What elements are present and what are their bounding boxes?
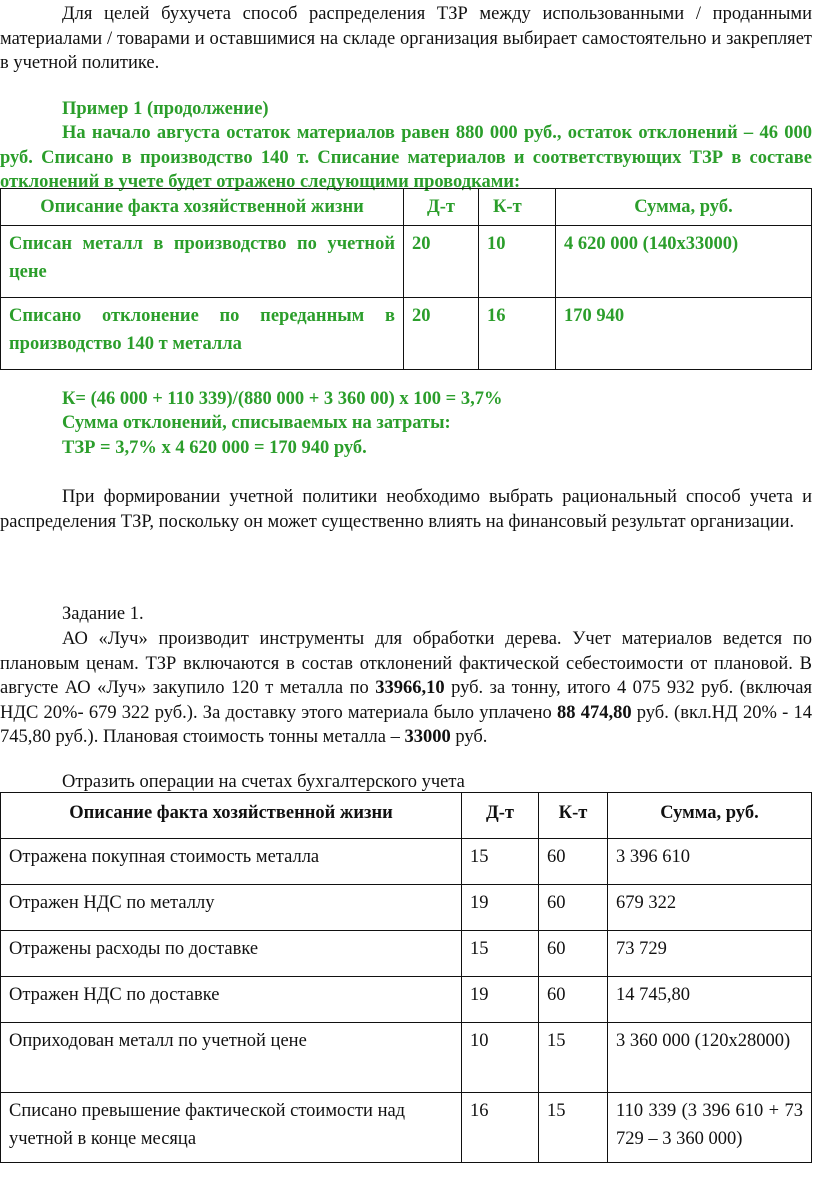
task-text-1: АО «Луч» производит инструменты для обработки дерева. Учет материалов ведется по плановым ценам. ТЗР включаются в состав отклонений фактической себестоимости от плановой. В августе АО «Луч» закупило 120 т металла по — [0, 629, 812, 698]
task-title: Задание 1. — [62, 604, 144, 624]
table-row — [1, 298, 812, 370]
table-cell: 14 745,80 — [608, 977, 812, 1023]
table-cell: Отражены расходы по доставке — [1, 931, 462, 977]
table-header: Д-т — [462, 793, 539, 839]
table-row — [1, 1023, 812, 1093]
table-row — [1, 931, 812, 977]
table-cell: Оприходован металл по учетной цене — [1, 1023, 462, 1093]
table-header: Сумма, руб. — [608, 793, 812, 839]
table-cell: 15 — [462, 839, 539, 885]
example-title: Пример 1 (продолжение) — [62, 99, 269, 119]
table-cell: 3 360 000 (120х28000) — [608, 1023, 812, 1093]
table-cell: 20 — [404, 226, 479, 298]
task-table — [0, 792, 812, 1163]
table-header: Д-т — [404, 189, 479, 226]
table-cell: Списано превышение фактической стоимости над учетной в конце месяца — [1, 1093, 462, 1163]
example-table — [0, 188, 812, 370]
table-row — [1, 1093, 812, 1163]
table-cell: Отражен НДС по доставке — [1, 977, 462, 1023]
table-cell: 60 — [539, 931, 608, 977]
table-cell: 170 940 — [556, 298, 812, 370]
table-cell: 15 — [539, 1093, 608, 1163]
table-header: Описание факта хозяйственной жизни — [1, 189, 404, 226]
task-text-3: руб. (вкл.НД 20% - 14 745,80 руб.). Плановая стоимость тонны металла – — [0, 702, 812, 747]
task-price: 33966,10 — [375, 678, 445, 698]
table-cell: 3 396 610 — [608, 839, 812, 885]
table-header-row — [1, 189, 812, 226]
table-cell: 110 339 (3 396 610 + 73 729 – 3 360 000) — [608, 1093, 812, 1163]
table-cell: 679 322 — [608, 885, 812, 931]
table-cell: 73 729 — [608, 931, 812, 977]
table-header: К-т — [539, 793, 608, 839]
task-plan-price: 33000 — [404, 727, 451, 747]
table-cell: 15 — [462, 931, 539, 977]
table-row — [1, 977, 812, 1023]
table-header: Описание факта хозяйственной жизни — [1, 793, 462, 839]
formula-caption: Сумма отклонений, списываемых на затраты: — [62, 413, 451, 433]
task-text-4: руб. — [450, 727, 488, 747]
task-instruction: Отразить операции на счетах бухгалтерского учета — [62, 772, 465, 792]
table-header: К-т — [479, 189, 556, 226]
table-header-row — [1, 793, 812, 839]
task-paragraph — [0, 627, 812, 750]
task-delivery: 88 474,80 — [556, 702, 632, 723]
table-cell: 15 — [539, 1023, 608, 1093]
table-cell: 20 — [404, 298, 479, 370]
table-cell: 60 — [539, 885, 608, 931]
table-cell: Отражен НДС по металлу — [1, 885, 462, 931]
table-cell: 10 — [462, 1023, 539, 1093]
table-cell: 60 — [539, 839, 608, 885]
table-cell: Отражена покупная стоимость металла — [1, 839, 462, 885]
table-cell: Списан металл в производство по учетной цене — [1, 226, 404, 298]
table-row — [1, 885, 812, 931]
task-text-2: руб. за тонну, итого 4 075 932 руб. (включая НДС 20%- 679 322 руб.). За доставку этого материала было уплачено — [0, 678, 812, 723]
table-cell: 60 — [539, 977, 608, 1023]
table-cell: 10 — [479, 226, 556, 298]
table-cell: 19 — [462, 885, 539, 931]
table-row — [1, 839, 812, 885]
table-cell: Списано отклонение по переданным в производство 140 т металла — [1, 298, 404, 370]
table-row — [1, 226, 812, 298]
table-cell: 19 — [462, 977, 539, 1023]
formula-tzr: ТЗР = 3,7% х 4 620 000 = 170 940 руб. — [62, 438, 367, 458]
table-header: Сумма, руб. — [556, 189, 812, 226]
intro-paragraph: Для целей бухучета способ распределения ТЗР между использованными / проданными материалами / товарами и оставшимися на складе организация выбирает самостоятельно и закрепляет в учетной политике. — [0, 4, 812, 73]
example-text: На начало августа остаток материалов равен 880 000 руб., остаток отклонений – 46 000 руб. Списано в производство 140 т. Списание материалов и соответствующих ТЗР в составе отклонений в учете будет отражено следующими проводками: — [0, 123, 812, 192]
table-cell: 16 — [479, 298, 556, 370]
formula-k: К= (46 000 + 110 339)/(880 000 + 3 360 00) х 100 = 3,7% — [62, 389, 503, 409]
policy-paragraph: При формировании учетной политики необходимо выбрать рациональный способ учета и распределения ТЗР, поскольку он может существенно влиять на финансовый результат организации. — [0, 487, 812, 532]
table-cell: 16 — [462, 1093, 539, 1163]
table-cell: 4 620 000 (140х33000) — [556, 226, 812, 298]
